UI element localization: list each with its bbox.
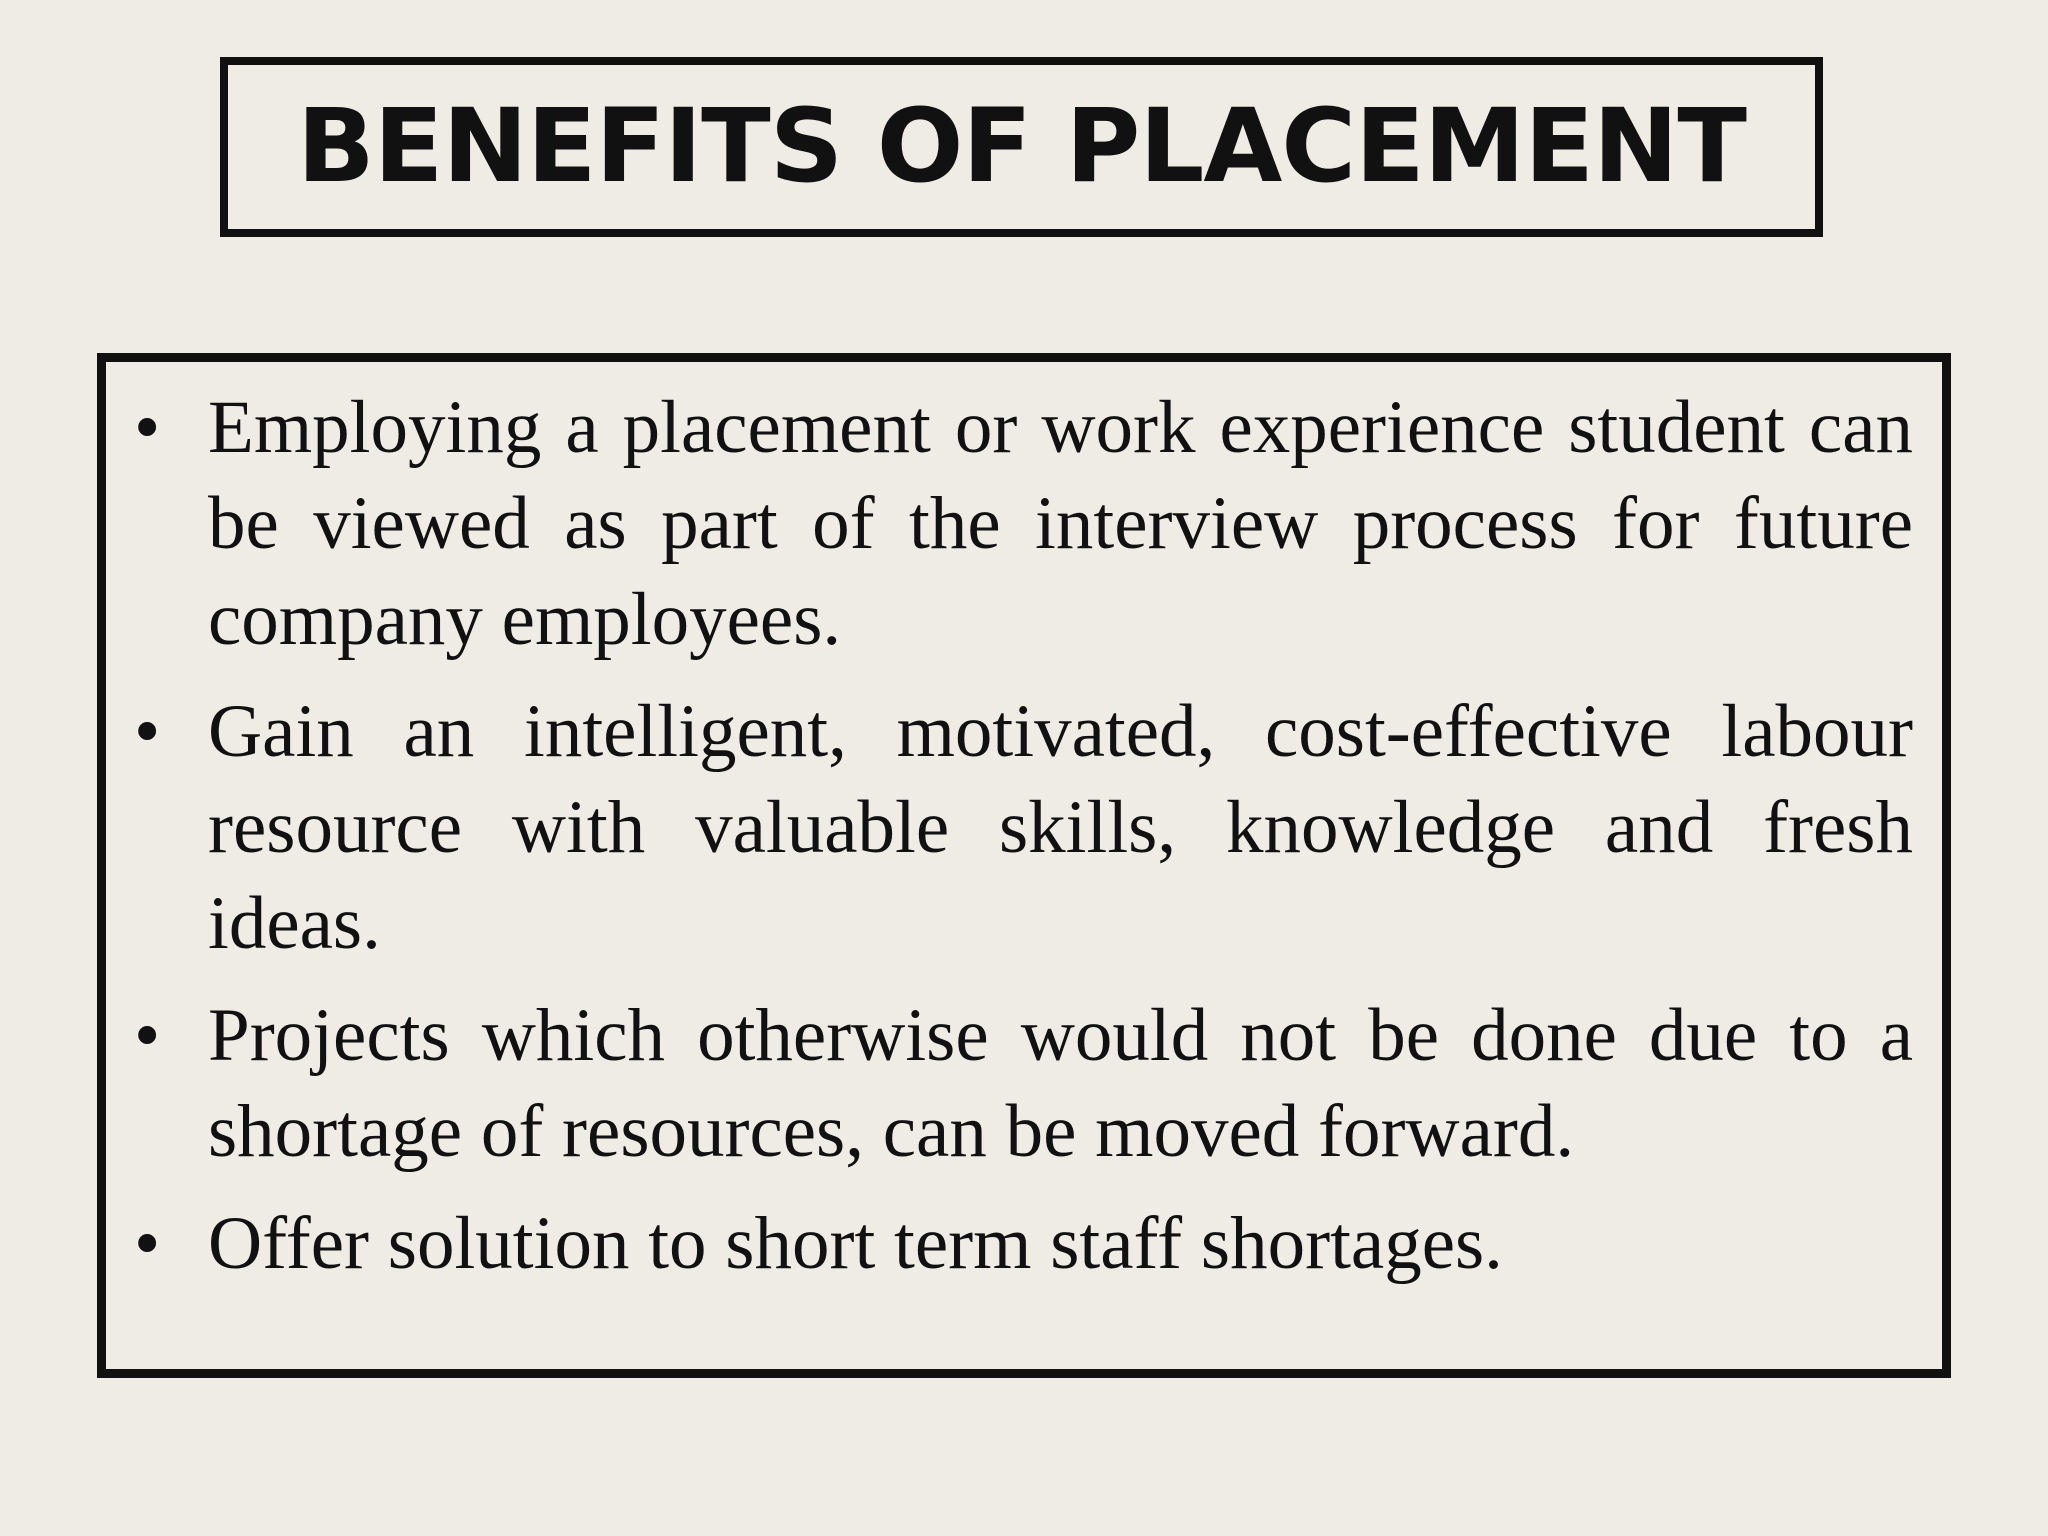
bullet-text: Projects which otherwise would not be done due to a shortage of resources, can be moved forward.	[208, 994, 1913, 1173]
bullet-item	[134, 988, 1913, 1180]
bullet-marker: •	[134, 386, 161, 469]
bullet-marker: •	[134, 690, 161, 773]
bullet-item	[134, 380, 1913, 668]
title-box	[220, 57, 1823, 237]
bullet-item	[134, 684, 1913, 972]
bullet-item	[134, 1196, 1913, 1292]
bullet-list	[134, 380, 1913, 1308]
bullet-text: Employing a placement or work experience student can be viewed as part of the interview process for future company employees.	[208, 386, 1913, 661]
bullet-marker: •	[134, 994, 161, 1077]
bullet-marker: •	[134, 1202, 161, 1285]
bullet-text: Gain an intelligent, motivated, cost-effective labour resource with valuable skills, knowledge and fresh ideas.	[208, 690, 1913, 965]
bullet-text: Offer solution to short term staff shortages.	[208, 1202, 1503, 1285]
slide-title: BENEFITS OF PLACEMENT	[297, 87, 1746, 206]
content-box	[97, 353, 1951, 1378]
